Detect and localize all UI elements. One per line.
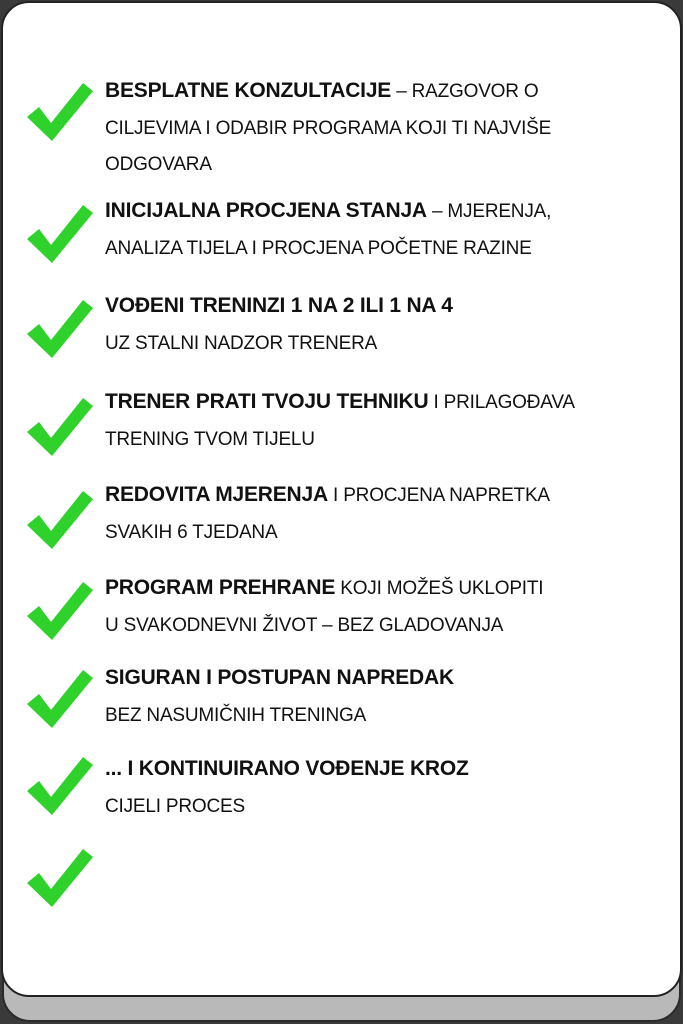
- checkmark-icon: [23, 749, 95, 821]
- item-text-rest: KOJI MOŽEŠ UKLOPITI: [335, 578, 544, 599]
- item-text-rest: – MJERENJA,: [426, 201, 552, 222]
- item-text-rest: I PRILAGOĐAVA: [428, 392, 575, 413]
- item-bold-text: BESPLATNE KONZULTACIJE: [105, 79, 392, 102]
- checkmark-icon: [23, 662, 95, 734]
- item-bold-text: VOĐENI TRENINZI 1 NA 2 ILI 1 NA 4: [105, 294, 453, 317]
- item-text-rest: I PROCJENA NAPRETKA: [327, 485, 550, 506]
- item-text-line: BEZ NASUMIČNIH TRENINGA: [105, 705, 367, 726]
- item-text: [105, 660, 656, 734]
- checklist-card: [1, 1, 682, 997]
- item-text-line: U SVAKODNEVNI ŽIVOT – BEZ GLADOVANJA: [105, 615, 504, 636]
- item-text: [105, 751, 656, 825]
- item-text: [105, 73, 656, 183]
- item-bold-text: INICIJALNA PROCJENA STANJA: [105, 199, 427, 222]
- item-text-rest: – RAZGOVOR O: [391, 81, 539, 102]
- checkmark-icon: [23, 390, 95, 462]
- item-bold-text: PROGRAM PREHRANE: [105, 576, 336, 599]
- checkmark-icon: [23, 292, 95, 364]
- item-text-line: SVAKIH 6 TJEDANA: [105, 522, 278, 543]
- item-bold-text: ... I KONTINUIRANO VOĐENJE KROZ: [105, 757, 469, 780]
- item-text: [105, 288, 656, 362]
- list-item: [23, 384, 660, 464]
- item-text-line: UZ STALNI NADZOR TRENERA: [105, 333, 378, 354]
- list-item: [23, 288, 660, 368]
- list-item: [23, 73, 660, 175]
- item-text: [105, 193, 656, 267]
- list-item: [23, 660, 660, 740]
- list-item: [23, 841, 660, 921]
- item-bold-text: TRENER PRATI TVOJU TEHNIKU: [105, 390, 429, 413]
- list-item: [23, 570, 660, 650]
- checkmark-icon: [23, 197, 95, 269]
- checkmark-icon: [23, 75, 95, 147]
- list-item: [23, 477, 660, 557]
- checkmark-icon: [23, 574, 95, 646]
- item-text: [105, 477, 656, 551]
- list-item: [23, 751, 660, 831]
- item-text-line: CILJEVIMA I ODABIR PROGRAMA KOJI TI NAJVIŠE: [105, 118, 552, 139]
- item-text-line: ODGOVARA: [105, 154, 212, 175]
- item-text-line: ANALIZA TIJELA I PROCJENA POČETNE RAZINE: [105, 238, 532, 259]
- item-text-line: CIJELI PROCES: [105, 796, 245, 817]
- list-item: [23, 193, 660, 273]
- checkmark-icon: [23, 483, 95, 555]
- item-text-line: TRENING TVOM TIJELU: [105, 429, 315, 450]
- item-bold-text: REDOVITA MJERENJA: [105, 483, 328, 506]
- item-text: [105, 570, 656, 644]
- item-text: [105, 384, 656, 458]
- checkmark-icon: [23, 841, 95, 913]
- item-bold-text: SIGURAN I POSTUPAN NAPREDAK: [105, 666, 454, 689]
